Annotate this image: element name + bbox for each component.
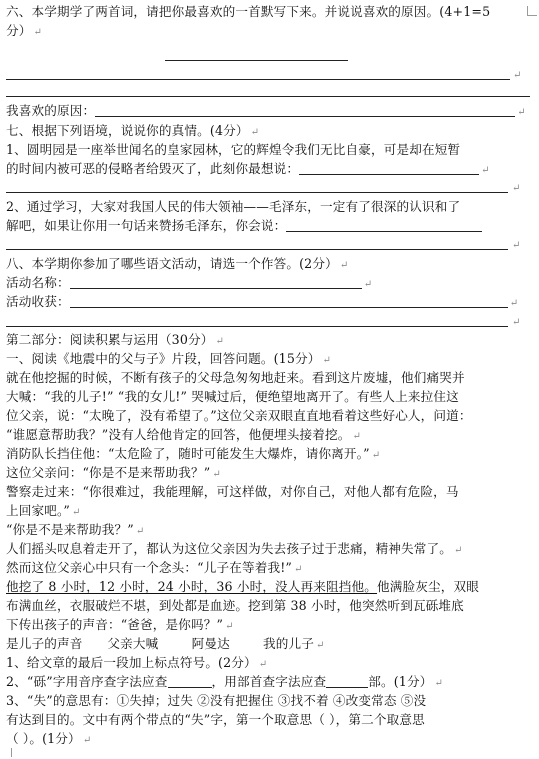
question-a3: 3、“失”的意思有：①失掉；过失 ②没有把握住 ③找不着 ④改变常态 ⑤没 [6, 693, 427, 708]
question-8-title: 八、本学期你参加了哪些语文活动，请选一个作答。(2分） ↵ [6, 256, 349, 271]
part-2-title: 第二部分：阅读积累与运用（30分） ↵ [6, 332, 225, 347]
answer-line[interactable] [6, 96, 530, 97]
passage-line: 布满血丝，衣服破烂不堪，到处都是血迹。挖到第 38 小时，他突然听到瓦砾堆底 [6, 598, 464, 613]
passage-line: 下传出孩子的声音：“爸爸，是你吗？” ↵ [6, 617, 234, 632]
answer-line[interactable] [6, 326, 508, 327]
answer-line[interactable] [6, 79, 510, 80]
paragraph-mark: ↵ [513, 70, 522, 81]
passage-line: “谁愿意帮助我？”没有人给他肯定的回答，他便埋头接着挖。 ↵ [6, 427, 362, 442]
passage-line: 然而这位父亲心中只有一个念头：“儿子在等着我!” ↵ [6, 560, 303, 575]
passage-line: 他挖了 8 小时，12 小时，24 小时，36 小时，没人再来阻挡他。他满脸灰尘，双眼 [6, 579, 479, 594]
passage-line: 这位父亲问：“你是不是来帮助我？” ↵ [6, 465, 221, 480]
passage-line: 警察走过来：“你很难过，我能理解，可这样做，对你自己，对他人都有危险，马 [6, 484, 459, 499]
paragraph-mark: ↵ [512, 183, 521, 194]
passage-line: 就在他挖掘的时候，不断有孩子的父母急匆匆地赶来。看到这片废墟，他们痛哭并 [6, 370, 465, 385]
passage-line: 消防队长挡住他：“太危险了，随时可能发生大爆炸，请你离开。” ↵ [6, 446, 381, 461]
passage-line: 大喊：“我的儿子!” “我的女儿!” 哭喊过后，便绝望地离开了。有些人上来拉住这 [6, 389, 459, 404]
question-7-title: 七、根据下列语境，说说你的真情。(4分） ↵ [6, 123, 260, 138]
passage-line: 位父亲，说：“太晚了，没有希望了。”这位父亲双眼直直地看着这些好心人，问道： [6, 408, 472, 423]
passage-line: 上回家吧。” ↵ [6, 503, 81, 518]
question-a3: 有达到目的。文中有两个带点的“失”字，第一个取意思（ ），第二个取意思 [6, 712, 425, 727]
answer-line[interactable] [6, 192, 508, 193]
question-6-line: 分） ↵ [6, 23, 43, 38]
passage-line: 是儿子的声音 父亲大喊 阿曼达 我的儿子 ↵ [6, 636, 325, 651]
activity-name-line: 活动名称： ↵ [6, 275, 373, 290]
paragraph-mark: ↵ [512, 240, 521, 251]
question-6-line: 六、本学期学了两首词，请把你最喜欢的一首默写下来。并说说喜欢的原因。(4+1=5 [6, 4, 491, 19]
question-a1: 1、给文章的最后一段加上标点符号。(2分） ↵ [6, 655, 268, 670]
question-7-1-line: 的时间内被可恶的侵略者给毁灭了，此刻你最想说： ↵ [6, 161, 490, 176]
question-7-2-line: 2、通过学习，大家对我国人民的伟大领袖——毛泽东，一定有了很深的认识和了 [6, 199, 461, 214]
reason-line: 我喜欢的原因： ↵ [6, 103, 526, 118]
question-7-1-line: 1、圆明园是一座举世闻名的皇家园林，它的辉煌令我们无比自豪，可是却在短暂 [6, 142, 461, 157]
question-a2: 2、“砾”字用音序查字法应查 ，用部首查字法应查 部。(1分） ↵ [6, 674, 443, 689]
answer-line[interactable] [6, 249, 508, 250]
paragraph-mark: ↵ [512, 317, 521, 328]
poem-title-line[interactable] [165, 60, 348, 61]
reading-1-title: 一、阅读《地震中的父与子》片段，回答问题。(15分） ↵ [6, 351, 332, 366]
passage-line: 人们摇头叹息着走开了，都认为这位父亲因为失去孩子过于悲痛，精神失常了。 ↵ [6, 541, 463, 556]
activity-gain-line: 活动收获： ↵ [6, 294, 519, 309]
question-a3: （ ）。(1分） ↵ [6, 731, 92, 746]
question-7-2-line: 解吧，如果让你用一句话来赞扬毛泽东，你会说： [6, 217, 530, 235]
passage-line: “你是不是来帮助我？” ↵ [6, 522, 145, 537]
